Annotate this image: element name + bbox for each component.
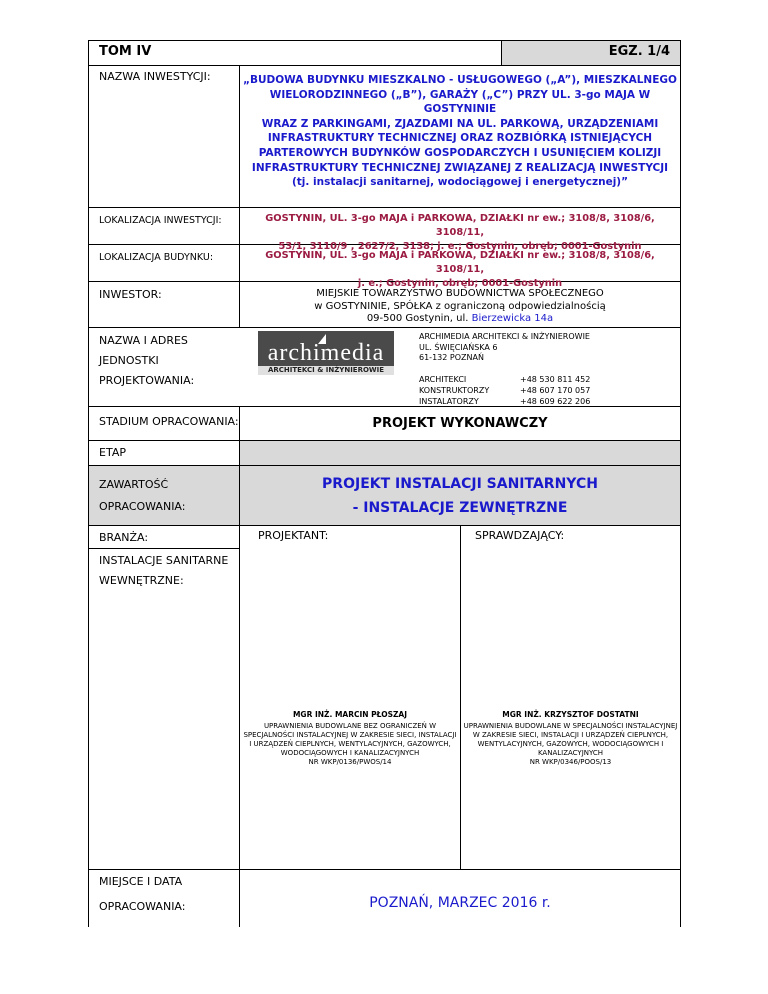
branch-top-line	[89, 548, 239, 549]
contact-phone: +48 609 622 206	[520, 397, 591, 406]
investor-city: 09-500 Gostynin, ul.	[366, 313, 472, 324]
designer-license-line: SPECJALNOŚCI INSTALACYJNEJ W ZAKRESIE SIECI, INSTALACJI	[243, 731, 457, 739]
content-label-1: ZAWARTOŚĆ	[99, 478, 169, 491]
investment-line: (tj. instalacji sanitarnej, wodociągowej i energetycznej)”	[291, 176, 629, 189]
location-investment-label: LOKALIZACJA INWESTYCJI:	[99, 215, 222, 226]
designer-office-label-1: NAZWA I ADRES	[99, 334, 188, 347]
logo-sub: ARCHITEKCI & INŻYNIEROWIE	[258, 366, 394, 375]
designer-license-line: UPRAWNIENIA BUDOWLANE BEZ OGRANICZEŃ W	[263, 722, 437, 730]
investment-label: NAZWA INWESTYCJI:	[99, 70, 211, 83]
stage-label: STADIUM OPRACOWANIA:	[99, 415, 239, 428]
checker-name: MGR INŻ. KRZYSZTOF DOSTATNI	[502, 710, 639, 719]
place-date-label-2: OPRACOWANIA:	[99, 900, 186, 913]
tom-label: TOM IV	[99, 44, 152, 59]
company-name: ARCHIMEDIA ARCHITEKCI & INŻYNIEROWIE	[419, 332, 590, 341]
content-line-1: PROJEKT INSTALACJI SANITARNYCH	[322, 476, 598, 492]
company-city: 61-132 POZNAŃ	[419, 353, 484, 362]
investment-line: WRAZ Z PARKINGAMI, ZJAZDAMI NA UL. PARKOWĄ, URZĄDZENIAMI	[261, 117, 659, 130]
investment-line: INFRASTRUKTURY TECHNICZNEJ ZWIĄZANEJ Z REALIZACJĄ INWESTYCJI	[251, 161, 669, 174]
designer-name: MGR INŻ. MARCIN PŁOSZAJ	[292, 710, 408, 719]
title-sheet	[88, 40, 681, 927]
investor-line: MIEJSKIE TOWARZYSTWO BUDOWNICTWA SPOŁECZNEGO	[316, 288, 604, 299]
investment-value	[239, 66, 680, 207]
investor-street: Bierzewicka 14a	[471, 313, 554, 324]
content-label-2: OPRACOWANIA:	[99, 500, 186, 513]
location-investment-line: 53/1, 3110/9 , 2627/2, 3138; j. e.; Gostynin, obręb; 0001-Gostynin	[278, 241, 642, 252]
designer-office-label-3: PROJEKTOWANIA:	[99, 374, 195, 387]
archimedia-logo	[258, 331, 394, 375]
company-street: UL. ŚWIĘCIAŃSKA 6	[419, 342, 498, 352]
location-investment-line: GOSTYNIN, UL. 3-go MAJA i PARKOWA, DZIAŁKI nr ew.; 3108/8, 3108/6, 3108/11,	[265, 213, 655, 238]
contact-role: ARCHITEKCI	[419, 375, 467, 384]
etap-value	[239, 441, 680, 465]
logo-word: archimedia	[267, 340, 385, 366]
designer-office-label-2: JEDNOSTKI	[99, 354, 159, 367]
egz-cell	[501, 41, 680, 65]
investment-line: WIELORODZINNEGO („B”), GARAŻY („C”) PRZY UL. 3-go MAJA W GOSTYNINIE	[269, 88, 651, 116]
contacts-list	[419, 374, 590, 407]
content-line-2: - INSTALACJE ZEWNĘTRZNE	[352, 500, 568, 516]
designer-license-line: WODOCIĄGOWYCH I KANALIZACYJNYCH	[280, 749, 420, 757]
designer-cell	[239, 526, 460, 912]
designer-label: PROJEKTANT:	[258, 529, 329, 542]
content-value	[239, 466, 680, 525]
location-investment-value	[239, 208, 680, 252]
checker-license-line: WENTYLACYJNYCH, GAZOWYCH, WODOCIĄGOWYCH I	[477, 740, 664, 748]
branch-value-2: WEWNĘTRZNE:	[99, 574, 184, 587]
checker-license-line: NR WKP/0346/POOS/13	[529, 758, 612, 766]
branch-label: BRANŻA:	[99, 531, 149, 544]
designer-license-line: NR WKP/0136/PWOS/14	[308, 758, 392, 766]
egz-label: EGZ. 1/4	[608, 44, 670, 59]
place-date-value: POZNAŃ, MARZEC 2016 r.	[239, 870, 680, 927]
investor-value	[239, 282, 680, 327]
investment-line: PARTEROWYCH BUDYNKÓW GOSPODARCZYCH I USUNIĘCIEM KOLIZJI	[258, 146, 662, 159]
checker-license-line: W ZAKRESIE SIECI, INSTALACJI I URZĄDZEŃ CIEPLNYCH,	[472, 731, 669, 739]
designer-person	[240, 710, 460, 767]
contact-role: KONSTRUKTORZY	[419, 386, 490, 395]
location-investment-row	[89, 208, 680, 252]
designer-office-address	[419, 332, 590, 364]
location-building-value	[239, 245, 680, 289]
branch-row	[89, 526, 680, 926]
investor-address	[240, 313, 680, 326]
content-row	[89, 466, 680, 526]
contact-row	[419, 374, 590, 385]
contact-phone: +48 530 811 452	[520, 375, 591, 384]
investor-label: INWESTOR:	[99, 288, 162, 301]
location-building-row	[89, 245, 680, 289]
place-date-label-1: MIEJSCE I DATA	[99, 875, 183, 888]
checker-person	[461, 710, 680, 767]
location-building-line: GOSTYNIN, UL. 3-go MAJA i PARKOWA, DZIAŁKI nr ew.; 3108/8, 3108/6, 3108/11,	[265, 250, 655, 275]
checker-cell	[460, 526, 680, 912]
location-building-line: j. e.; Gostynin, obręb; 0001-Gostynin	[357, 278, 563, 289]
investment-line: „BUDOWA BUDYNKU MIESZKALNO - USŁUGOWEGO („A”), MIESZKALNEGO	[243, 74, 677, 86]
investor-row	[89, 282, 680, 328]
contact-row	[419, 396, 590, 407]
header-row	[89, 41, 680, 66]
etap-label: ETAP	[99, 446, 126, 459]
contact-row	[419, 385, 590, 396]
checker-label: SPRAWDZAJĄCY:	[475, 529, 565, 542]
investor-line: w GOSTYNINIE, SPÓŁKA z ograniczoną odpowiedzialnością	[314, 300, 606, 312]
stage-row	[89, 407, 680, 441]
stage-value: PROJEKT WYKONAWCZY	[239, 407, 680, 440]
etap-row	[89, 441, 680, 466]
contact-phone: +48 607 170 057	[520, 386, 591, 395]
designer-office-row	[89, 328, 680, 407]
investment-row	[89, 66, 680, 208]
checker-license-line: KANALIZACYJNYCH	[537, 749, 604, 757]
investment-line: INFRASTRUKTURY TECHNICZNEJ ORAZ ROZBIÓRKĄ ISTNIEJĄCYCH	[267, 132, 653, 145]
checker-license-line: UPRAWNIENIA BUDOWLANE W SPECJALNOŚCI INSTALACYJNEJ	[463, 722, 678, 730]
contact-role: INSTALATORZY	[419, 397, 479, 406]
location-building-label: LOKALIZACJA BUDYNKU:	[99, 252, 214, 263]
place-date-section	[89, 869, 680, 927]
designer-license-line: I URZĄDZEŃ CIEPLNYCH, WENTYLACYJNYCH, GAZOWYCH,	[249, 740, 451, 748]
branch-value-1: INSTALACJE SANITARNE	[99, 554, 229, 567]
